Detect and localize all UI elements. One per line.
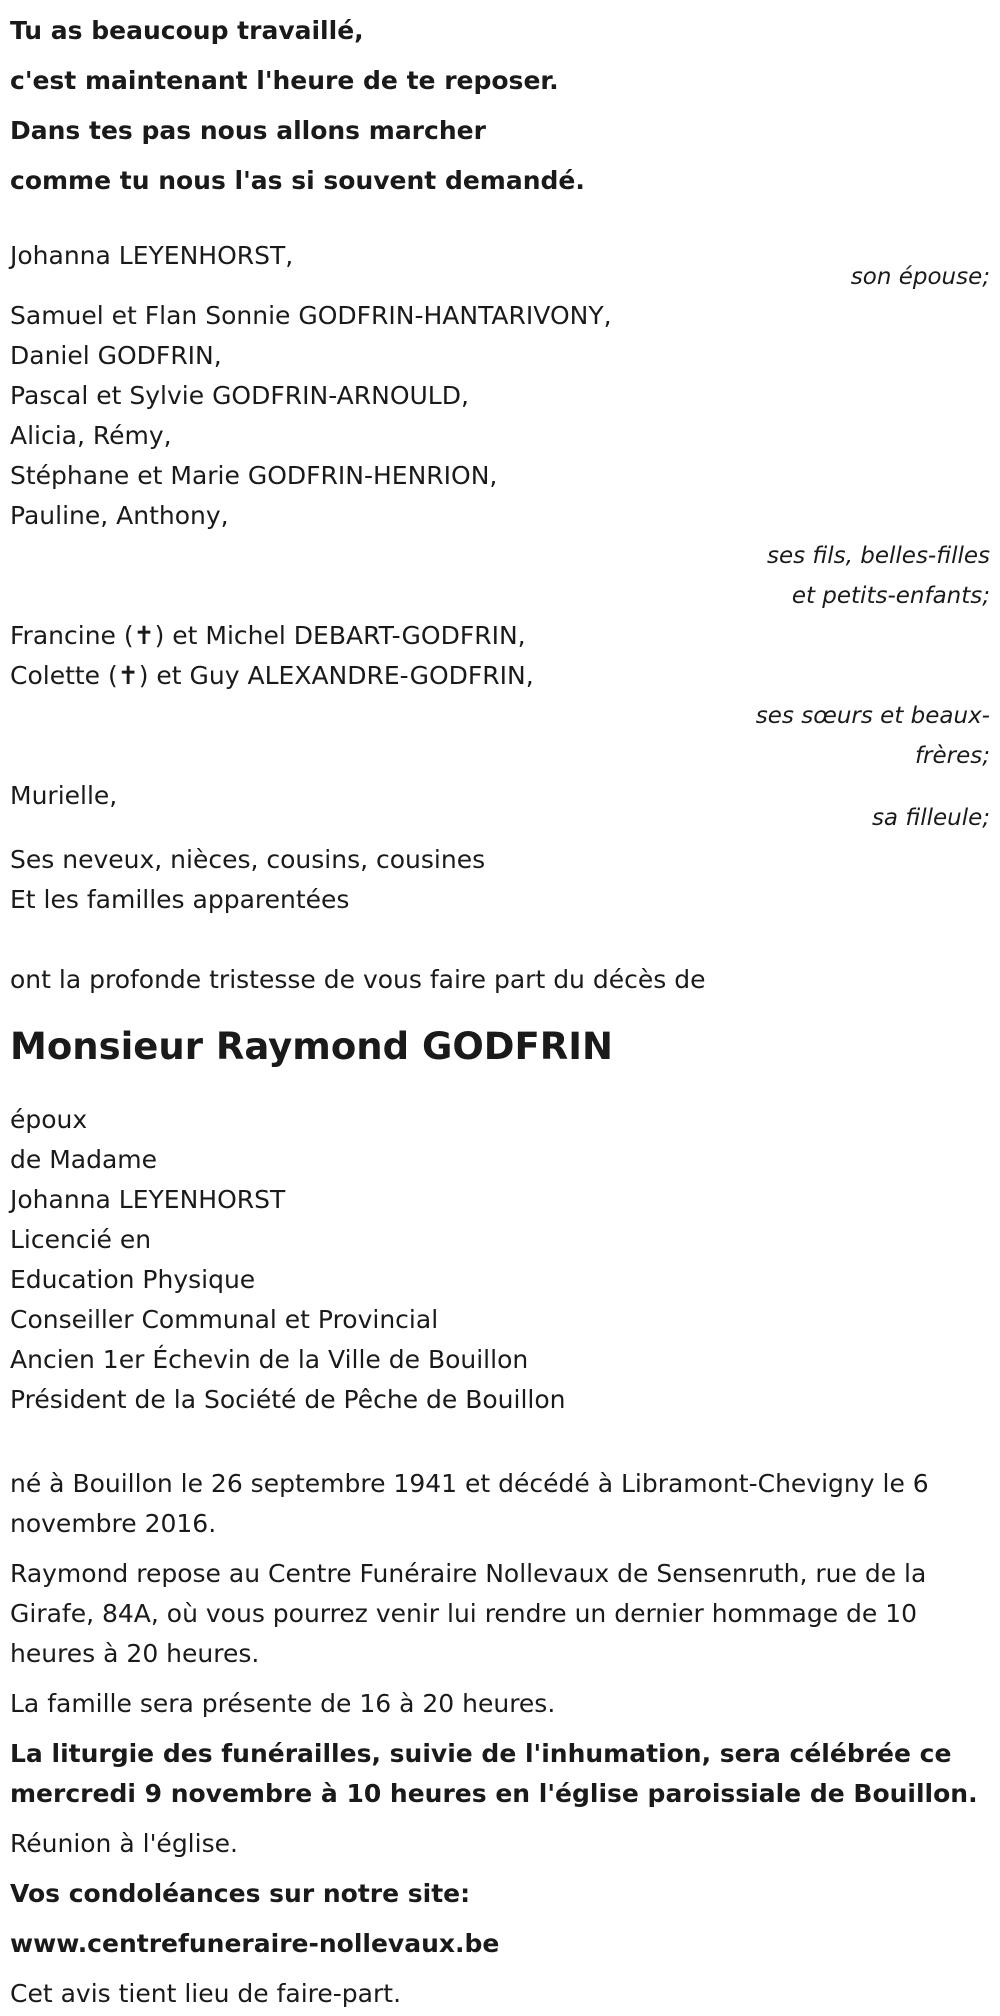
sibling-name: Colette (✝) et Guy ALEXANDRE-GODFRIN,	[10, 661, 534, 690]
spouse-name: Johanna LEYENHORST,	[10, 241, 294, 270]
title-line: Président de la Société de Pêche de Bouillon	[10, 1385, 566, 1414]
title-line: Ancien 1er Échevin de la Ville de Bouillon	[10, 1345, 529, 1374]
liturgy: La liturgie des funérailles, suivie de l'inhumation, sera célébrée ce mercredi 9 novembre à 10 heures en l'église paroissiale de Bouillon.	[10, 1739, 978, 1808]
family-presence: La famille sera présente de 16 à 20 heures.	[10, 1689, 556, 1718]
child-name: Samuel et Flan Sonnie GODFRIN-HANTARIVONY,	[10, 301, 612, 330]
child-name: Alicia, Rémy,	[10, 421, 172, 450]
rest-info: Raymond repose au Centre Funéraire Nollevaux de Sensenruth, rue de la Girafe, 84A, où vous pourrez venir lui rendre un dernier hommage de 10 heures à 20 heures.	[10, 1559, 927, 1668]
poem-line: c'est maintenant l'heure de te reposer.	[10, 66, 559, 95]
sibling-name: Francine (✝) et Michel DEBART-GODFRIN,	[10, 621, 526, 650]
children-role: et petits-enfants;	[791, 583, 990, 609]
goddaughter-name: Murielle,	[10, 781, 118, 810]
children-block	[10, 296, 990, 616]
others-line: Ses neveux, nièces, cousins, cousines	[10, 845, 486, 874]
child-name: Pauline, Anthony,	[10, 501, 229, 530]
title-line: Conseiller Communal et Provincial	[10, 1305, 439, 1334]
spouse-role: son épouse;	[850, 264, 990, 290]
spouse-block	[10, 236, 990, 294]
title-line: époux	[10, 1105, 88, 1134]
children-role: ses fils, belles-filles	[766, 543, 990, 569]
title-line: Johanna LEYENHORST	[10, 1185, 286, 1214]
poem-line: Dans tes pas nous allons marcher	[10, 116, 486, 145]
others-block	[10, 840, 990, 920]
deceased-name: Monsieur Raymond GODFRIN	[10, 1025, 614, 1068]
poem-line: comme tu nous l'as si souvent demandé.	[10, 166, 585, 195]
titles-block	[10, 1100, 990, 1420]
child-name: Pascal et Sylvie GODFRIN-ARNOULD,	[10, 381, 469, 410]
poem	[10, 0, 990, 206]
title-line: Education Physique	[10, 1265, 256, 1294]
goddaughter-role: sa filleule;	[871, 805, 990, 831]
siblings-block	[10, 616, 990, 776]
meeting: Réunion à l'église.	[10, 1829, 238, 1858]
website-link[interactable]: www.centrefuneraire-nollevaux.be	[10, 1929, 500, 1958]
poem-line: Tu as beaucoup travaillé,	[10, 16, 364, 45]
birth-death: né à Bouillon le 26 septembre 1941 et décédé à Libramont-Chevigny le 6 novembre 2016.	[10, 1469, 929, 1538]
others-line: Et les familles apparentées	[10, 885, 350, 914]
announcement: ont la profonde tristesse de vous faire part du décès de	[10, 965, 706, 994]
title-line: de Madame	[10, 1145, 158, 1174]
goddaughter-block	[10, 776, 990, 836]
title-line: Licencié en	[10, 1225, 152, 1254]
child-name: Daniel GODFRIN,	[10, 341, 222, 370]
child-name: Stéphane et Marie GODFRIN-HENRION,	[10, 461, 498, 490]
notice: Cet avis tient lieu de faire-part.	[10, 1979, 402, 2008]
condolences-label: Vos condoléances sur notre site:	[10, 1879, 471, 1908]
siblings-role: frères;	[914, 743, 990, 769]
siblings-role: ses sœurs et beaux-	[755, 703, 990, 729]
